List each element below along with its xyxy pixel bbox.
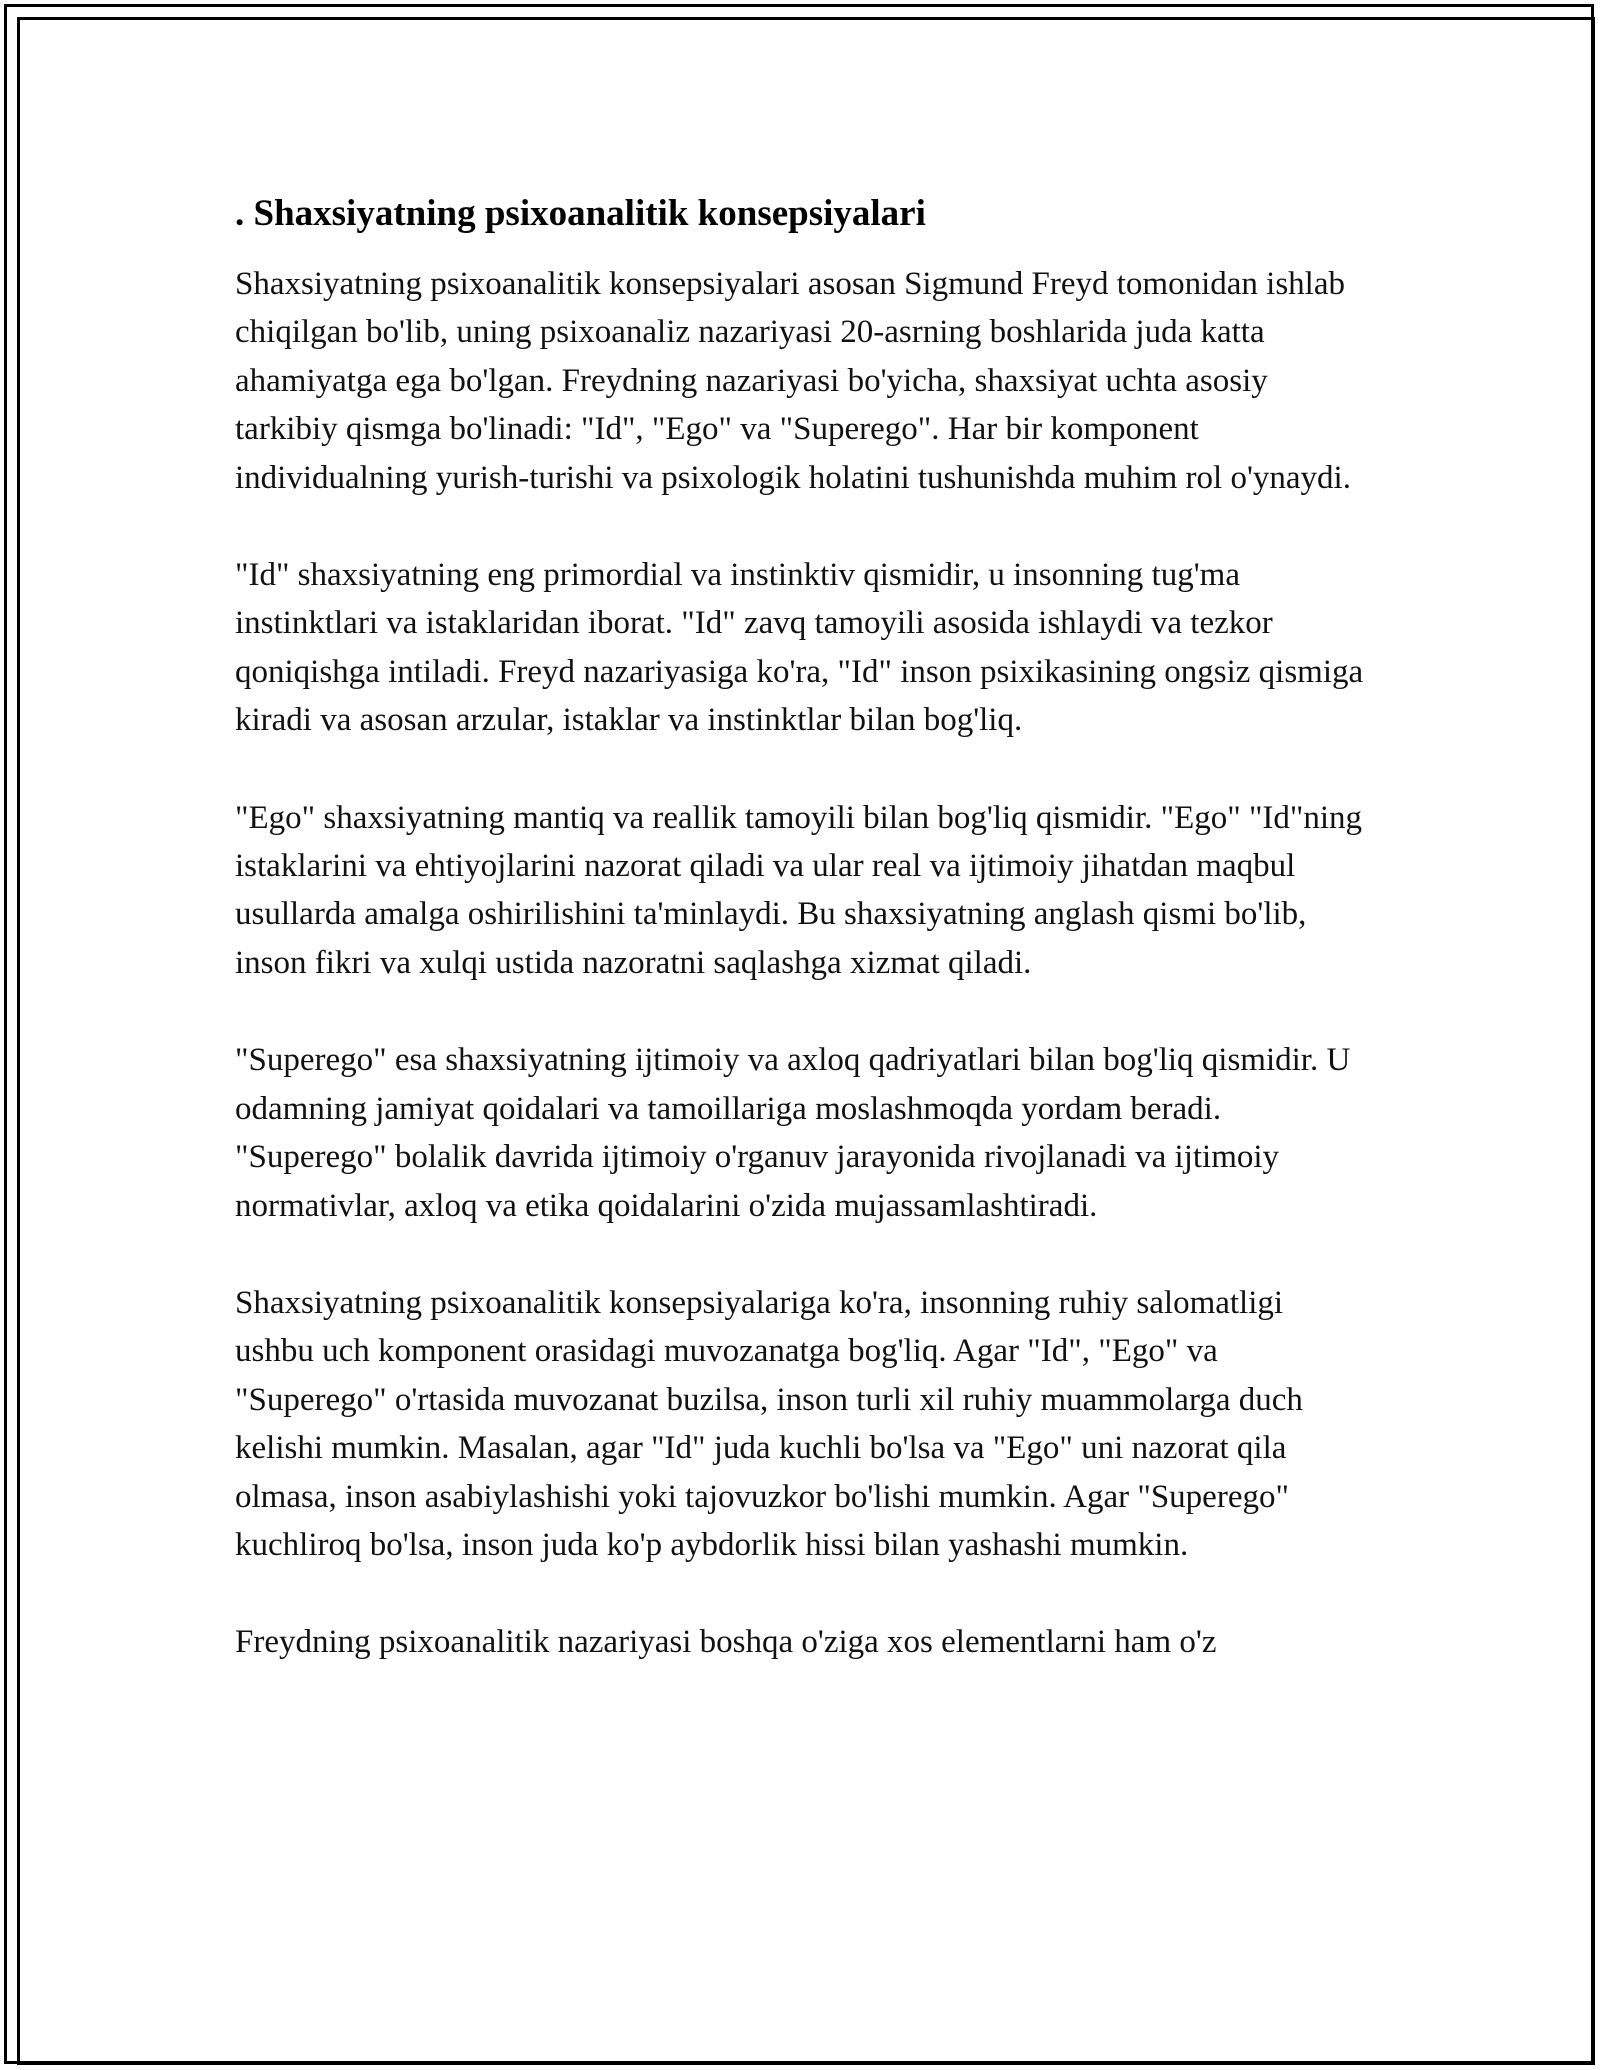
- document-title: . Shaxsiyatning psixoanalitik konsepsiyalari: [235, 193, 926, 234]
- paragraph-continued: Freydning psixoanalitik nazariyasi boshqa o'ziga xos elementlarni ham o'z: [235, 1624, 1217, 1661]
- paragraph-ego: "Ego" shaxsiyatning mantiq va reallik tamoyili bilan bog'liq qismidir. "Ego" "Id"ning istaklarini va ehtiyojlarini nazorat qiladi va ular real va ijtimoiy jihatdan maqbul usullarda amalga oshirilishini ta'minlaydi. Bu shaxsiyatning anglash qismi bo'lib, inson fikri va xulqi ustida nazoratni saqlashga xizmat qiladi.: [235, 799, 1363, 981]
- paragraph-superego: "Superego" esa shaxsiyatning ijtimoiy va axloq qadriyatlari bilan bog'liq qismidir. U odamning jamiyat qoidalari va tamoillariga moslashmoqda yordam beradi. "Superego" bolalik davrida ijtimoiy o'rganuv jarayonida rivojlanadi va ijtimoiy normativlar, axloq va etika qoidalarini o'zida mujassamlashtiradi.: [235, 1042, 1351, 1224]
- paragraph-balance: Shaxsiyatning psixoanalitik konsepsiyalariga ko'ra, insonning ruhiy salomatligi ushbu uch komponent orasidagi muvozanatga bog'liq. Agar "Id", "Ego" va "Superego" o'rtasida muvozanat buzilsa, inson turli xil ruhiy muammolarga duch kelishi mumkin. Masalan, agar "Id" juda kuchli bo'lsa va "Ego" uni nazorat qila olmasa, inson asabiylashishi yoki tajovuzkor bo'lishi mumkin. Agar "Superego" kuchliroq bo'lsa, inson juda ko'p aybdorlik hissi bilan yashashi mumkin.: [235, 1284, 1303, 1563]
- document-body: [235, 190, 1365, 1667]
- paragraph-intro: Shaxsiyatning psixoanalitik konsepsiyalari asosan Sigmund Freyd tomonidan ishlab chiqilgan bo'lib, uning psixoanaliz nazariyasi 20-asrning boshlarida juda katta ahamiyatga ega bo'lgan. Freydning nazariyasi bo'yicha, shaxsiyat uchta asosiy tarkibiy qismga bo'linadi: "Id", "Ego" va "Superego". Har bir komponent individualning yurish-turishi va psixologik holatini tushunishda muhim rol o'ynaydi.: [235, 266, 1351, 496]
- paragraph-id: "Id" shaxsiyatning eng primordial va instinktiv qismidir, u insonning tug'ma instinktlari va istaklaridan iborat. "Id" zavq tamoyili asosida ishlaydi va tezkor qoniqishga intiladi. Freyd nazariyasiga ko'ra, "Id" inson psixikasining ongsiz qismiga kiradi va asosan arzular, istaklar va instinktlar bilan bog'liq.: [235, 557, 1364, 739]
